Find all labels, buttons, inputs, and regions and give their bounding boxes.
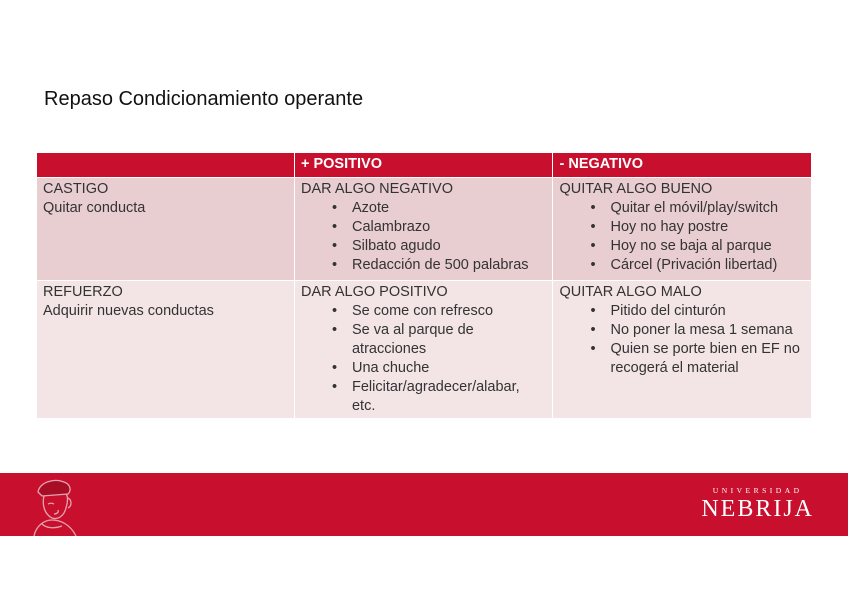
cell-heading: DAR ALGO NEGATIVO — [300, 181, 454, 197]
table-header-row — [37, 153, 812, 178]
bullet-list — [301, 302, 547, 416]
logo-small-text: UNIVERSIDAD — [712, 486, 803, 495]
list-item: • Quitar el móvil/play/switch — [610, 199, 805, 218]
refuerzo-positive-cell — [294, 281, 553, 419]
row-sublabel: Quitar conducta — [43, 200, 146, 216]
slide-title: Repaso Condicionamiento operante — [44, 88, 364, 110]
bullet-list — [559, 302, 805, 378]
list-item: • Calambrazo — [352, 218, 547, 237]
refuerzo-negative-cell — [553, 281, 812, 419]
list-item: • Hoy no hay postre — [610, 218, 805, 237]
list-item: • Se come con refresco — [352, 302, 547, 321]
header-negative: - NEGATIVO — [553, 153, 812, 178]
castigo-negative-cell — [553, 178, 812, 281]
castigo-positive-cell — [294, 178, 553, 281]
row-label-cell — [37, 281, 294, 419]
list-item: • Azote — [352, 199, 547, 218]
table-row-castigo — [37, 178, 812, 281]
cell-heading: QUITAR ALGO BUENO — [559, 181, 713, 197]
list-item: • Hoy no se baja al parque — [610, 237, 805, 256]
nebrija-logo — [701, 486, 814, 523]
row-sublabel: Adquirir nuevas conductas — [43, 303, 214, 319]
row-label-cell — [37, 178, 294, 281]
portrait-logo-icon — [24, 474, 86, 536]
table-row-refuerzo — [37, 281, 812, 419]
conditioning-table — [37, 153, 812, 419]
header-positive: + POSITIVO — [294, 153, 553, 178]
list-item: • Cárcel (Privación libertad) — [610, 256, 805, 275]
list-item: • Se va al parque de atracciones — [352, 321, 547, 359]
cell-heading: QUITAR ALGO MALO — [559, 284, 702, 300]
cell-heading: DAR ALGO POSITIVO — [300, 284, 448, 300]
list-item: • Una chuche — [352, 359, 547, 378]
row-label: REFUERZO — [43, 284, 123, 300]
row-label: CASTIGO — [43, 181, 109, 197]
list-item: • No poner la mesa 1 semana — [610, 321, 805, 340]
list-item: • Redacción de 500 palabras — [352, 256, 547, 275]
bullet-list — [301, 199, 547, 275]
list-item: • Silbato agudo — [352, 237, 547, 256]
list-item: • Pitido del cinturón — [610, 302, 805, 321]
list-item: • Felicitar/agradecer/alabar, etc. — [352, 378, 547, 416]
header-empty — [37, 153, 294, 178]
list-item: • Quien se porte bien en EF no recogerá el material — [610, 340, 805, 378]
logo-big-text: NEBRIJA — [701, 496, 814, 522]
bullet-list — [559, 199, 805, 275]
